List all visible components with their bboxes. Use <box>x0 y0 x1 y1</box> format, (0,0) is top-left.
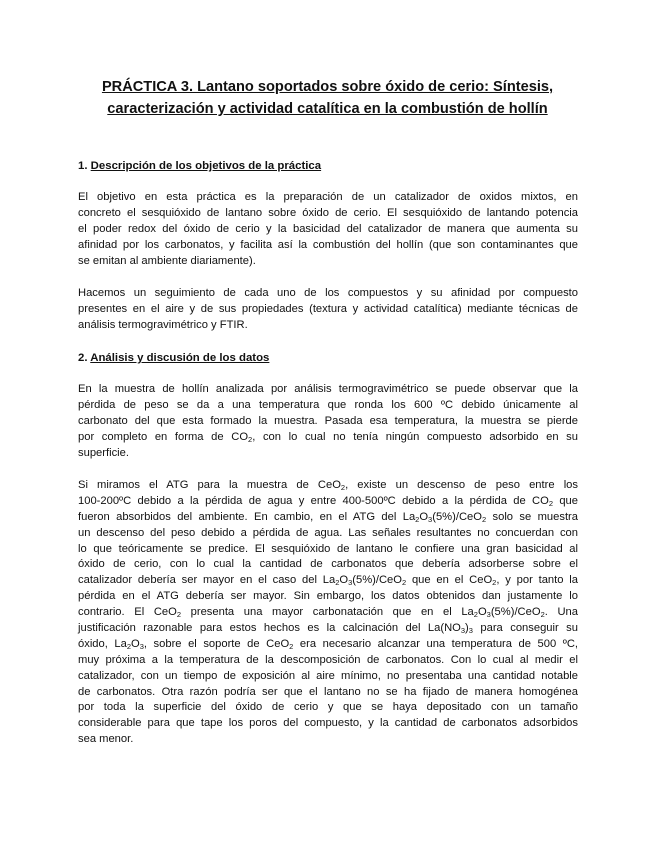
section-2-paragraph-2 <box>78 478 578 748</box>
text-line: pérdida de peso se da a una temperatura que ronda los 600 ºC debido únicamente al <box>78 398 578 411</box>
title-line-1: PRÁCTICA 3. Lantano soportados sobre óxido de cerio: Síntesis, <box>101 79 554 95</box>
text-line: óxido, $La_2O_3$, sobre el soporte de CeO$_2$ era necesario alcanzar una temperatura de 500 ºC, <box>78 637 579 651</box>
section-1-title: Descripción de los objetivos de la práctica <box>90 160 322 172</box>
text-line: superficie. <box>78 446 129 459</box>
text-line: óxido de cerio, con lo cual la cantidad de carbonatos que debería adsorberse sobre el <box>78 558 578 571</box>
text-line: catalizador, con un tiempo de exposición al aire mínimo, no presentaba una cantidad notable <box>78 669 578 682</box>
text-line: presentes en el aire y de sus propiedades (textura y actividad catalítica) mediante técnicas de <box>78 302 578 315</box>
text-line: justificación razonable para estos hechos es la calcinación del $La(NO_3)_3$ para conseguir su <box>78 622 578 636</box>
text-line: por completo en forma de $CO_2$, con lo cual no tenía ningún compuesto adsorbido en su <box>78 430 578 444</box>
text-line: Si miramos el ATG para la muestra de CeO$_2$, existe un descenso de peso entre los <box>78 479 578 492</box>
section-1-paragraph-2 <box>78 286 578 334</box>
text-line: lo que teóricamente se predice. El sesquióxido de lantano le confiere una gran basicidad al <box>78 542 578 555</box>
text-line: se emitan al ambiente diariamente). <box>78 254 256 267</box>
text-line: fueron absorbidos del ambiente. En cambio, en el ATG del $La_2O_3(5\%)/CeO_2$ solo se muestra <box>78 510 578 524</box>
text-line: un descenso del peso debido a pérdida de agua. Las señales resultantes no concuerdan con <box>78 526 578 539</box>
text-line: por toda la superficie del óxido de cerio y que se haya depositado con un tamaño <box>78 701 578 714</box>
section-2-heading <box>78 351 269 365</box>
text-line: 100-200ºC debido a la pérdida de agua y entre 400-500ºC debido a la pérdida de $CO_2$ que <box>78 494 578 508</box>
text-line: muy próxima a la temperatura de la descomposición de carbonatos. Con lo cual al medir el <box>78 653 578 666</box>
section-1-number: 1. <box>78 160 88 172</box>
section-2-title: Análisis y discusión de los datos <box>90 352 270 364</box>
text-line: considerable para que tape los poros del compuesto, y la cantidad de carbonatos adsorbidos <box>78 717 578 730</box>
title-line-2: caracterización y actividad catalítica en la combustión de hollín <box>107 101 548 117</box>
document-title <box>40 76 615 120</box>
text-line: el poder redox del óxido de cerio y la basicidad del catalizador de manera que aumenta su <box>78 222 578 235</box>
text-line: contrario. El CeO$_2$ presenta una mayor carbonatación que en el $La_2O_3(5\%)/CeO_2$. Una <box>78 606 578 620</box>
section-2-paragraph-1 <box>78 382 578 461</box>
text-line: catalizador debería ser mayor en el caso del $La_2O_3(5\%)/CeO_2$ que en el CeO$_2$, y por tanto la <box>78 574 578 588</box>
text-line: concreto el sesquióxido de lantano sobre óxido de cerio. El sesquióxido de lantando potencia <box>78 206 578 219</box>
text-line: carbonato del que esta formado la muestra. Pasada esa temperatura, la muestra se pierde <box>78 414 578 427</box>
section-2-number: 2. <box>78 352 88 364</box>
text-line: análisis termogravimétrico y FTIR. <box>78 318 248 331</box>
text-line: En la muestra de hollín analizada por análisis termogravimétrico se puede observar que la <box>78 383 578 395</box>
text-line: sea menor. <box>78 733 134 746</box>
text-line: pérdida en el ATG debería ser mayor. Sin embargo, los datos obtenidos dan justamente lo <box>78 590 578 603</box>
text-line: de carbonatos. Otra razón podría ser que el lantano no se ha fijado de manera homogénea <box>78 685 578 698</box>
text-line: Hacemos un seguimiento de cada uno de los compuestos y su afinidad por compuesto <box>78 287 578 299</box>
text-line: afinidad por los carbonatos, y facilita así la combustión del hollín (que son contaminantes que <box>78 238 578 251</box>
section-1-heading <box>78 159 321 173</box>
text-line: El objetivo en esta práctica es la preparación de un catalizador de oxidos mixtos, en <box>78 191 578 203</box>
section-1-paragraph-1 <box>78 190 578 269</box>
